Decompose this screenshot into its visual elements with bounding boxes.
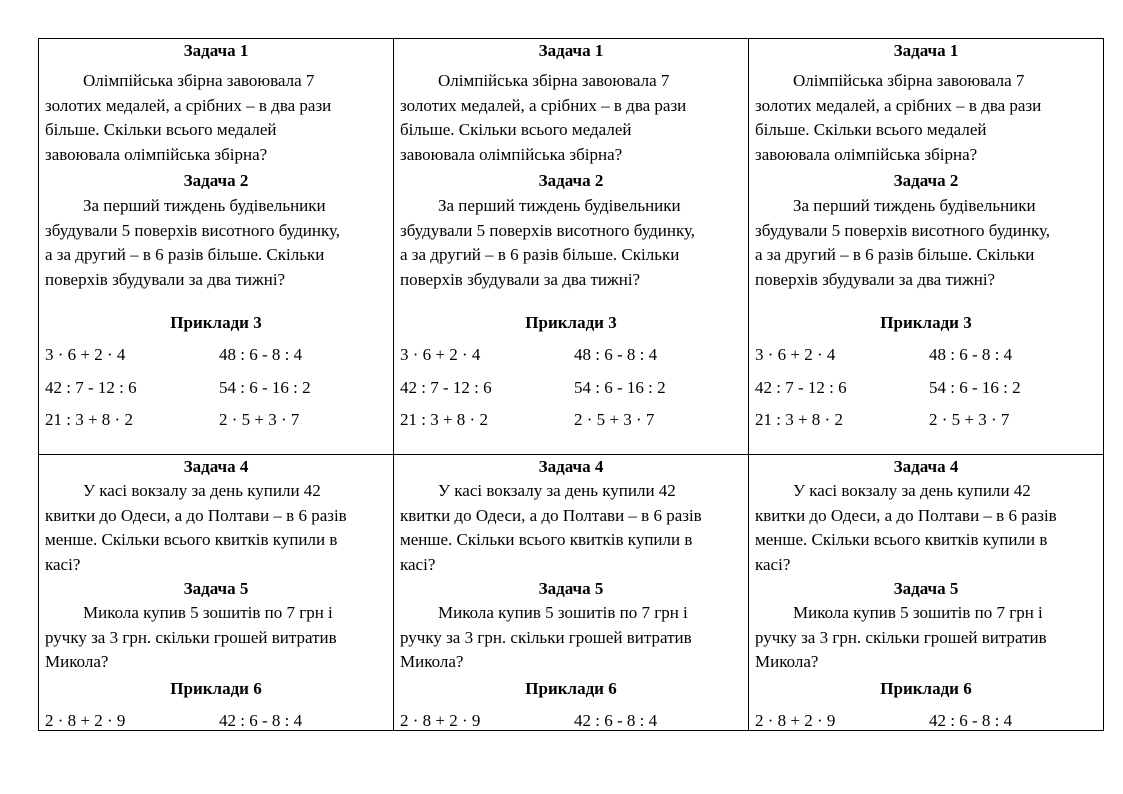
card-bottom: [394, 455, 748, 731]
task-4-heading: Задача 4: [183, 457, 249, 476]
example-expression: 21 : 3 + 8 · 2: [45, 410, 133, 429]
problem-text-line: касі?: [755, 554, 791, 574]
problem-text-line: Микола?: [755, 652, 819, 672]
problem-text-line: Микола купив 5 зошитів по 7 грн і: [83, 603, 333, 622]
examples-6-heading: Приклади 6: [880, 679, 972, 698]
examples-6-heading: Приклади 6: [525, 679, 617, 698]
problem-text-line: квитки до Одеси, а до Полтави – в 6 разів: [45, 505, 347, 525]
task-2-text: [45, 194, 389, 292]
problem-text-line: Микола?: [400, 652, 464, 672]
example-expression: 54 : 6 - 16 : 2: [929, 377, 1021, 397]
problem-text-line: завоювала олімпійська збірна?: [400, 144, 623, 164]
card-bottom: [749, 455, 1103, 731]
task-4-text: [400, 479, 744, 577]
problem-text-line: а за другий – в 6 разів більше. Скільки: [755, 245, 1035, 265]
task-4-text: [755, 479, 1099, 577]
problem-text-line: більше. Скільки всього медалей: [755, 120, 987, 140]
task-5-heading: Задача 5: [893, 579, 959, 598]
problem-text-line: ручку за 3 грн. скільки грошей витратив: [45, 627, 337, 647]
examples-3-heading: Приклади 3: [525, 313, 617, 332]
example-expression: 2 · 8 + 2 · 9: [755, 711, 836, 730]
example-expression: 42 : 6 - 8 : 4: [574, 711, 658, 730]
example-expression: 42 : 6 - 8 : 4: [929, 711, 1013, 730]
task-4-heading: Задача 4: [538, 457, 604, 476]
example-expression: 54 : 6 - 16 : 2: [574, 377, 666, 397]
problem-text-line: У касі вокзалу за день купили 42: [83, 481, 321, 500]
example-expression: 48 : 6 - 8 : 4: [219, 345, 303, 364]
example-expression: 2 · 5 + 3 · 7: [574, 410, 655, 429]
problem-text-line: а за другий – в 6 разів більше. Скільки: [400, 245, 680, 265]
task-5-text: [755, 601, 1099, 675]
task-1-text: [755, 69, 1099, 167]
problem-text-line: квитки до Одеси, а до Полтави – в 6 разів: [755, 505, 1057, 525]
problem-text-line: касі?: [45, 554, 81, 574]
examples-3-heading: Приклади 3: [170, 313, 262, 332]
task-1-heading: Задача 1: [183, 41, 249, 60]
task-1-heading: Задача 1: [893, 41, 959, 60]
problem-text-line: золотих медалей, а срібних – в два рази: [400, 95, 687, 115]
task-4-text: [45, 479, 389, 577]
problem-text-line: менше. Скільки всього квитків купили в: [400, 530, 693, 550]
card-bottom: [39, 455, 393, 731]
task-2-text: [755, 194, 1099, 292]
task-2-heading: Задача 2: [538, 171, 604, 190]
problem-text-line: Олімпійська збірна завоювала 7: [438, 71, 670, 90]
example-expression: 3 · 6 + 2 · 4: [400, 345, 481, 364]
problem-text-line: У касі вокзалу за день купили 42: [793, 481, 1031, 500]
problem-text-line: Олімпійська збірна завоювала 7: [83, 71, 315, 90]
problem-text-line: менше. Скільки всього квитків купили в: [45, 530, 338, 550]
card-top: [39, 39, 393, 454]
example-expression: 2 · 5 + 3 · 7: [219, 410, 300, 429]
example-expression: 2 · 8 + 2 · 9: [45, 711, 126, 730]
problem-text-line: Микола купив 5 зошитів по 7 грн і: [438, 603, 688, 622]
task-5-text: [45, 601, 389, 675]
problem-text-line: більше. Скільки всього медалей: [45, 120, 277, 140]
example-expression: 3 · 6 + 2 · 4: [755, 345, 836, 364]
problem-text-line: Микола купив 5 зошитів по 7 грн і: [793, 603, 1043, 622]
problem-text-line: За перший тиждень будівельники: [83, 196, 326, 215]
problem-text-line: а за другий – в 6 разів більше. Скільки: [45, 245, 325, 265]
examples-3-heading: Приклади 3: [880, 313, 972, 332]
example-expression: 42 : 7 - 12 : 6: [755, 377, 847, 397]
problem-text-line: завоювала олімпійська збірна?: [755, 144, 978, 164]
problem-text-line: Олімпійська збірна завоювала 7: [793, 71, 1025, 90]
problem-text-line: касі?: [400, 554, 436, 574]
example-expression: 21 : 3 + 8 · 2: [400, 410, 488, 429]
task-1-text: [45, 69, 389, 167]
example-expression: 42 : 7 - 12 : 6: [400, 377, 492, 397]
example-expression: 2 · 8 + 2 · 9: [400, 711, 481, 730]
problem-text-line: поверхів збудували за два тижні?: [45, 269, 286, 289]
examples-6-heading: Приклади 6: [170, 679, 262, 698]
problem-text-line: У касі вокзалу за день купили 42: [438, 481, 676, 500]
problem-text-line: поверхів збудували за два тижні?: [755, 269, 996, 289]
task-2-text: [400, 194, 744, 292]
task-1-heading: Задача 1: [538, 41, 604, 60]
example-expression: 3 · 6 + 2 · 4: [45, 345, 126, 364]
task-5-text: [400, 601, 744, 675]
card-top: [394, 39, 748, 454]
problem-text-line: ручку за 3 грн. скільки грошей витратив: [400, 627, 692, 647]
problem-text-line: золотих медалей, а срібних – в два рази: [45, 95, 332, 115]
problem-text-line: За перший тиждень будівельники: [793, 196, 1036, 215]
problem-text-line: завоювала олімпійська збірна?: [45, 144, 268, 164]
problem-text-line: Микола?: [45, 652, 109, 672]
problem-text-line: менше. Скільки всього квитків купили в: [755, 530, 1048, 550]
problem-text-line: збудували 5 поверхів висотного будинку,: [400, 220, 696, 240]
problem-text-line: більше. Скільки всього медалей: [400, 120, 632, 140]
example-expression: 48 : 6 - 8 : 4: [929, 345, 1013, 364]
example-expression: 21 : 3 + 8 · 2: [755, 410, 843, 429]
card-top: [749, 39, 1103, 454]
problem-text-line: За перший тиждень будівельники: [438, 196, 681, 215]
task-2-heading: Задача 2: [183, 171, 249, 190]
example-expression: 42 : 6 - 8 : 4: [219, 711, 303, 730]
problem-text-line: золотих медалей, а срібних – в два рази: [755, 95, 1042, 115]
worksheet-table: [38, 38, 1104, 731]
example-expression: 42 : 7 - 12 : 6: [45, 377, 137, 397]
task-2-heading: Задача 2: [893, 171, 959, 190]
problem-text-line: збудували 5 поверхів висотного будинку,: [45, 220, 341, 240]
problem-text-line: квитки до Одеси, а до Полтави – в 6 разів: [400, 505, 702, 525]
problem-text-line: ручку за 3 грн. скільки грошей витратив: [755, 627, 1047, 647]
problem-text-line: збудували 5 поверхів висотного будинку,: [755, 220, 1051, 240]
task-5-heading: Задача 5: [183, 579, 249, 598]
example-expression: 2 · 5 + 3 · 7: [929, 410, 1010, 429]
example-expression: 48 : 6 - 8 : 4: [574, 345, 658, 364]
example-expression: 54 : 6 - 16 : 2: [219, 377, 311, 397]
task-1-text: [400, 69, 744, 167]
problem-text-line: поверхів збудували за два тижні?: [400, 269, 641, 289]
task-5-heading: Задача 5: [538, 579, 604, 598]
task-4-heading: Задача 4: [893, 457, 959, 476]
